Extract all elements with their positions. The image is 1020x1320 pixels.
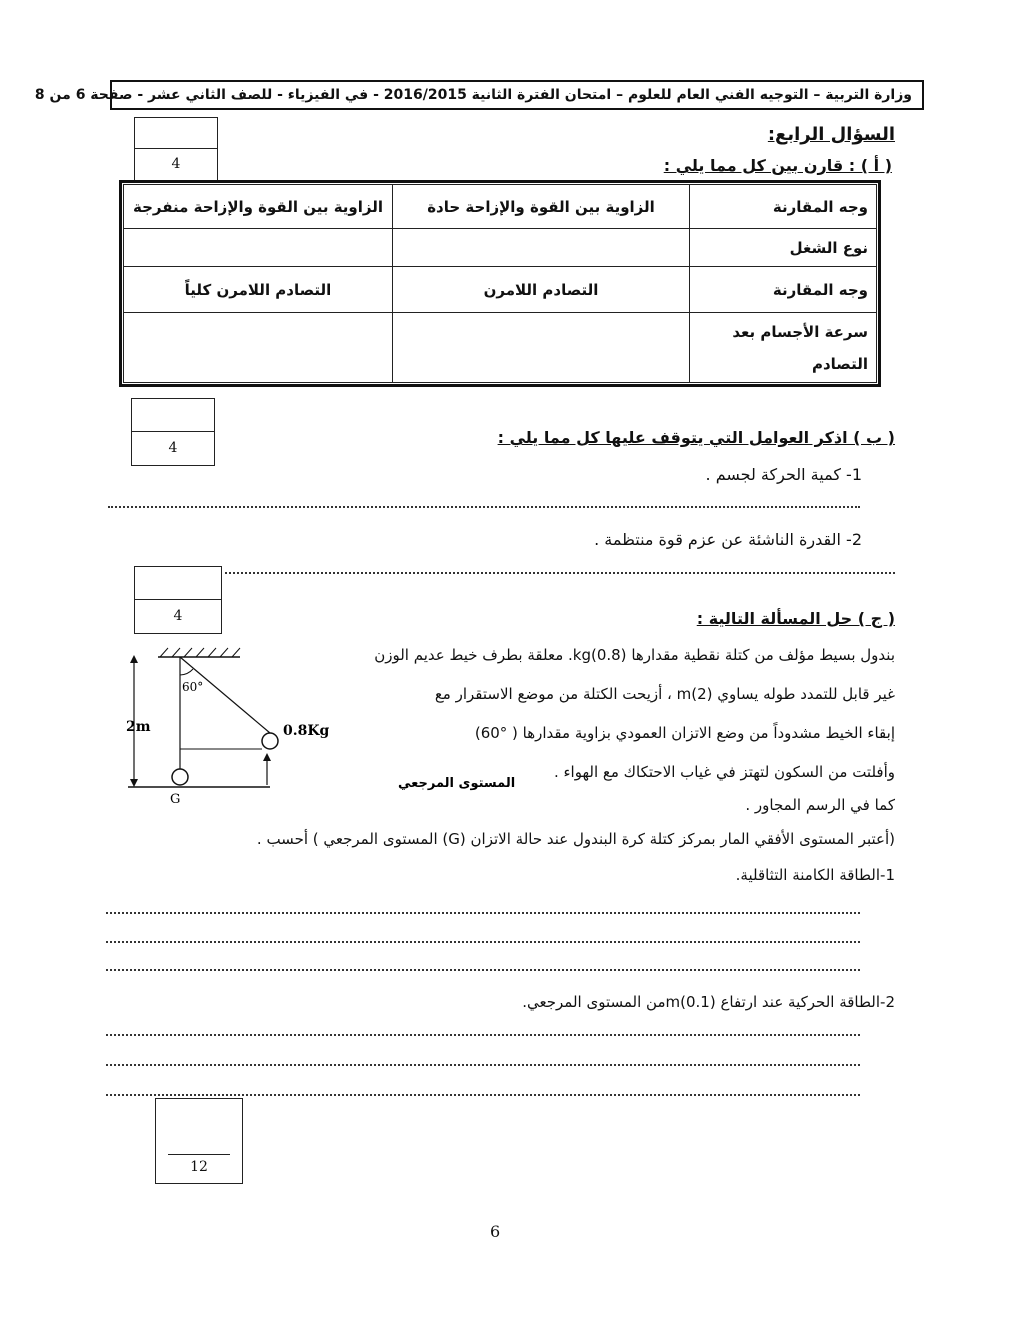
- score-b: 4: [168, 440, 178, 456]
- score-c: 4: [173, 608, 183, 624]
- question-title: السؤال الرابع:: [767, 124, 895, 145]
- answer-cell[interactable]: [124, 313, 393, 383]
- table-header-cell: الزاوية بين القوة والإزاحة منفرجة: [124, 185, 393, 229]
- answer-line[interactable]: [106, 1064, 860, 1066]
- exam-header-text: وزارة التربية – التوجيه الفني العام للعلوم – امتحان الفترة الثانية 2016/2015 - في الفيزياء - للصف الثاني عشر - صفحة 6 من 8: [34, 87, 912, 103]
- problem-line: بندول بسيط مؤلف من كتلة نقطية مقدارها kg(0.8). معلقة بطرف خيط عديم الوزن: [374, 646, 895, 664]
- answer-line[interactable]: [106, 1034, 860, 1036]
- table-cell: التصادم اللامرن كلياً: [124, 267, 393, 313]
- part-a-title: ( أ ) : قارن بين كل مما يلي :: [663, 156, 892, 175]
- answer-line[interactable]: [106, 941, 860, 943]
- answer-line[interactable]: [106, 1094, 860, 1096]
- answer-line[interactable]: [108, 506, 860, 508]
- exam-header: [34, 80, 924, 110]
- problem-instruction: (أعتبر المستوى الأفقي المار بمركز كتلة كرة البندول عند حالة الاتزان (G) المستوى المرجعي ) أحسب .: [256, 830, 895, 848]
- score-box-a: [134, 117, 218, 181]
- pendulum-diagram: [120, 645, 516, 810]
- table-header-cell: وجه المقارنة: [690, 185, 877, 229]
- angle-label: 60°: [182, 680, 204, 694]
- answer-line[interactable]: [106, 912, 860, 914]
- problem-line: كما في الرسم المجاور .: [745, 796, 895, 814]
- reference-label: المستوى المرجعي: [398, 776, 516, 791]
- length-label: 2m: [126, 719, 151, 735]
- problem-line: وأفلتت من السكون لتهتز في غياب الاحتكاك مع الهواء .: [553, 763, 895, 781]
- problem-line: غير قابل للتمدد طوله يساوي m(2) ، أزيحت الكتلة من موضع الاستقرار مع: [434, 685, 895, 703]
- problem-question-1: 1-الطاقة الكامنة التثاقلية.: [735, 866, 895, 884]
- problem-question-2: 2-الطاقة الحركية عند ارتفاع m(0.1)من المستوى المرجعي.: [522, 993, 895, 1011]
- answer-cell[interactable]: [393, 313, 690, 383]
- table-row-label: نوع الشغل: [690, 229, 877, 267]
- score-box-c: [134, 566, 222, 634]
- score-a: 4: [171, 156, 181, 172]
- table-row-label: سرعة الأجسام بعد التصادم: [690, 313, 877, 383]
- equilibrium-bob: [172, 769, 188, 785]
- page-number: 6: [490, 1222, 501, 1241]
- answer-line[interactable]: [106, 969, 860, 971]
- height-arrow-head: [263, 753, 271, 761]
- problem-line: إبقاء الخيط مشدوداً من وضع الاتزان العمودي بزاوية مقدارها ( °60): [474, 724, 895, 742]
- displaced-bob: [262, 733, 278, 749]
- table-cell: التصادم اللامرن: [393, 267, 690, 313]
- total-score: 12: [190, 1159, 208, 1175]
- table-header-cell: الزاوية بين القوة والإزاحة حادة: [393, 185, 690, 229]
- mass-label: 0.8Kg: [283, 723, 330, 739]
- displaced-string: [180, 657, 270, 733]
- answer-line[interactable]: [225, 572, 895, 574]
- part-b-title: ( ب ) اذكر العوامل التي يتوقف عليها كل مما يلي :: [497, 428, 895, 447]
- answer-cell[interactable]: [393, 229, 690, 267]
- angle-arc: [180, 669, 193, 675]
- answer-cell[interactable]: [124, 229, 393, 267]
- length-arrow-top: [130, 655, 138, 663]
- part-b-item-2: 2- القدرة الناشئة عن عزم قوة منتظمة .: [594, 530, 862, 549]
- score-box-b: [131, 398, 215, 466]
- ceiling-hatch: [160, 648, 240, 657]
- table-row-label: وجه المقارنة: [690, 267, 877, 313]
- comparison-table: [123, 184, 877, 383]
- part-b-item-1: 1- كمية الحركة لجسم .: [705, 465, 862, 484]
- total-score-box: [155, 1098, 243, 1184]
- g-label: G: [170, 792, 181, 807]
- part-c-title: ( ج ) حل المسألة التالية :: [696, 609, 895, 628]
- total-divider: [168, 1154, 230, 1155]
- length-arrow-bottom: [130, 779, 138, 787]
